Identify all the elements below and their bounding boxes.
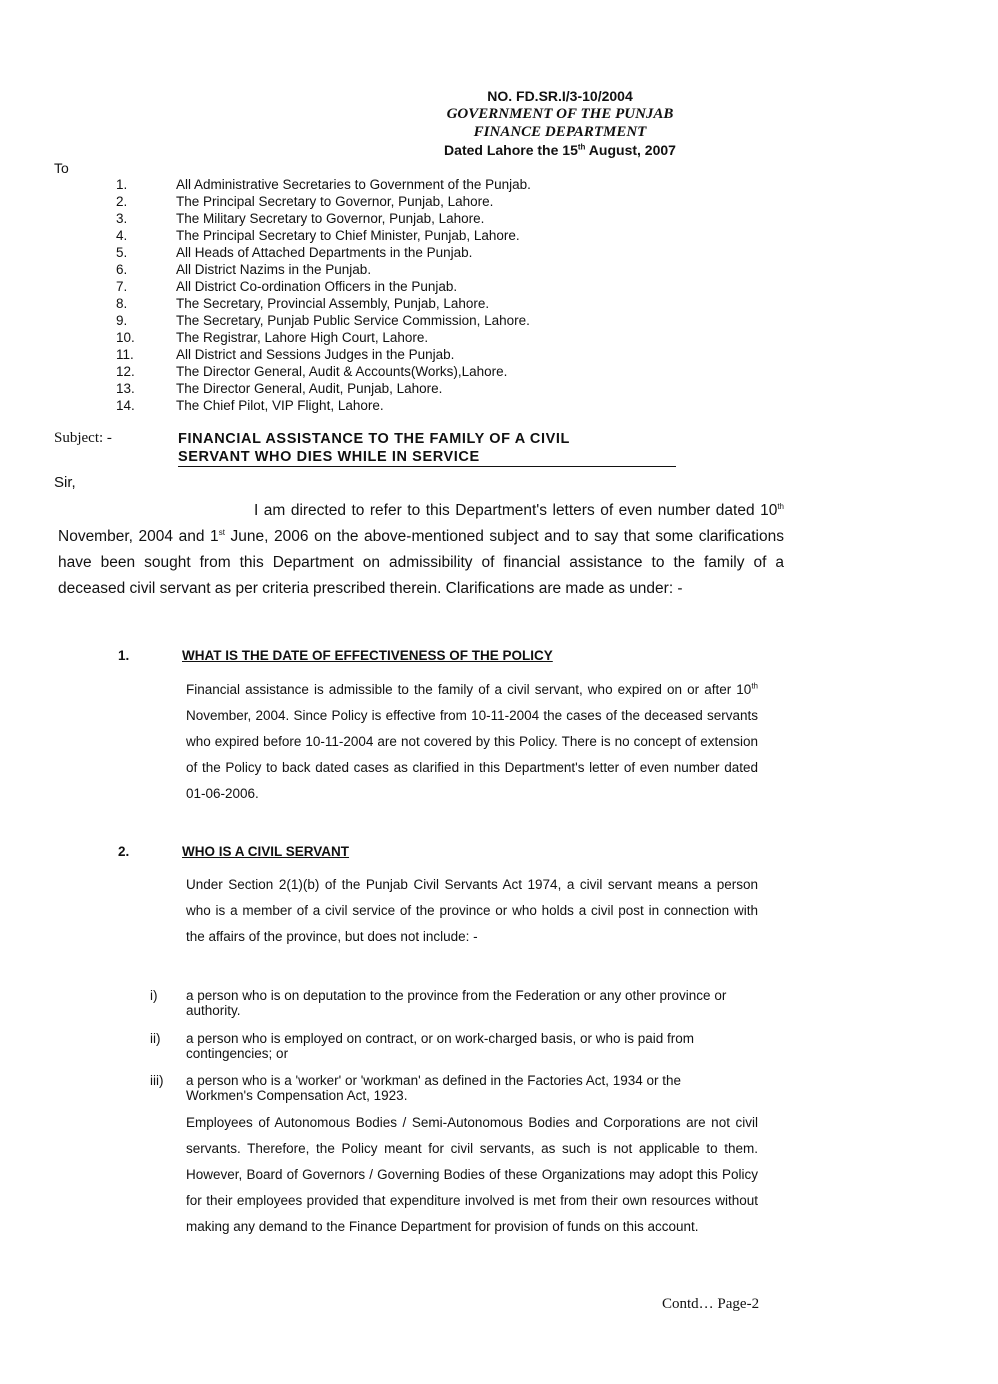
list-item: 1. All Administrative Secretaries to Government of the Punjab. <box>116 177 531 192</box>
subject-block <box>54 430 754 467</box>
recipient-list <box>116 176 531 414</box>
list-item: 11. All District and Sessions Judges in the Punjab. <box>116 347 455 362</box>
list-item: 2. The Principal Secretary to Governor, Punjab, Lahore. <box>116 194 494 209</box>
section-1-body: Financial assistance is admissible to the family of a civil servant, who expired on or after 10th November, 2004. Since Policy is effective from 10-11-2004 the cases of the deceased servants who expired before 10-11-2004 are not covered by this Policy. There is no concept of extension of the Policy to back dated cases as clarified in this Department's letter of even number dated 01-06-2006. <box>186 681 758 801</box>
section-2-closing: Employees of Autonomous Bodies / Semi-Autonomous Bodies and Corporations are not civil servants. Therefore, the Policy meant for civil servants, as such is not applicable to them. However, Board of Governors / Governing Bodies of these Organizations may adopt this Policy for their employees provided that expenditure involved is met from their own resources without making any demand to the Finance Department for provision of funds on this account. <box>186 1115 758 1234</box>
list-item: 13. The Director General, Audit, Punjab, Lahore. <box>116 381 443 396</box>
exclusion-item: ii) a person who is employed on contract, or on work-charged basis, or who is paid from contingencies; or <box>150 1031 694 1061</box>
list-item: 8. The Secretary, Provincial Assembly, Punjab, Lahore. <box>116 296 490 311</box>
exclusion-item: i) a person who is on deputation to the province from the Federation or any other province or authority. <box>150 988 727 1018</box>
list-item: 12. The Director General, Audit & Accounts(Works),Lahore. <box>116 364 508 379</box>
intro-paragraph: I am directed to refer to this Department's letters of even number dated 10th November, 2004 and 1st June, 2006 on the above-mentioned subject and to say that some clarifications have been sought from this Department on admissibility of financial assistance to the family of a deceased civil servant as per criteria prescribed therein. Clarifications are made as under: - <box>58 501 784 597</box>
list-item: 9. The Secretary, Punjab Public Service Commission, Lahore. <box>116 313 530 328</box>
letter-number: NO. FD.SR.I/3-10/2004 <box>487 88 633 104</box>
exclusion-item: iii) a person who is a 'worker' or 'workman' as defined in the Factories Act, 1934 or the Workmen's Compensation Act, 1923. <box>150 1073 682 1103</box>
department-name: FINANCE DEPARTMENT <box>473 124 647 140</box>
list-item: 6. All District Nazims in the Punjab. <box>116 262 372 277</box>
section-2-body: Under Section 2(1)(b) of the Punjab Civil Servants Act 1974, a civil servant means a person who is a member of a civil service of the province or who holds a civil post in connection with the affairs of the province, but does not include: - <box>186 877 758 944</box>
list-item: 4. The Principal Secretary to Chief Minister, Punjab, Lahore. <box>116 228 520 243</box>
salutation: Sir, <box>54 474 76 491</box>
list-item: 3. The Military Secretary to Governor, Punjab, Lahore. <box>116 211 485 226</box>
government-name: GOVERNMENT OF THE PUNJAB <box>446 106 674 122</box>
list-item: 7. All District Co-ordination Officers in the Punjab. <box>116 279 458 294</box>
letter-date: Dated Lahore the 15th August, 2007 <box>444 142 676 158</box>
subject-label: Subject: - <box>54 430 112 446</box>
subject-text: FINANCIAL ASSISTANCE TO THE FAMILY OF A CIVIL SERVANT WHO DIES WHILE IN SERVICE <box>178 430 736 467</box>
list-item: 14. The Chief Pilot, VIP Flight, Lahore. <box>116 398 384 413</box>
letter-header <box>380 88 740 158</box>
continued-note: Contd… Page-2 <box>662 1296 760 1312</box>
list-item: 10. The Registrar, Lahore High Court, Lahore. <box>116 330 429 345</box>
to-label: To <box>54 160 69 176</box>
list-item: 5. All Heads of Attached Departments in the Punjab. <box>116 245 473 260</box>
